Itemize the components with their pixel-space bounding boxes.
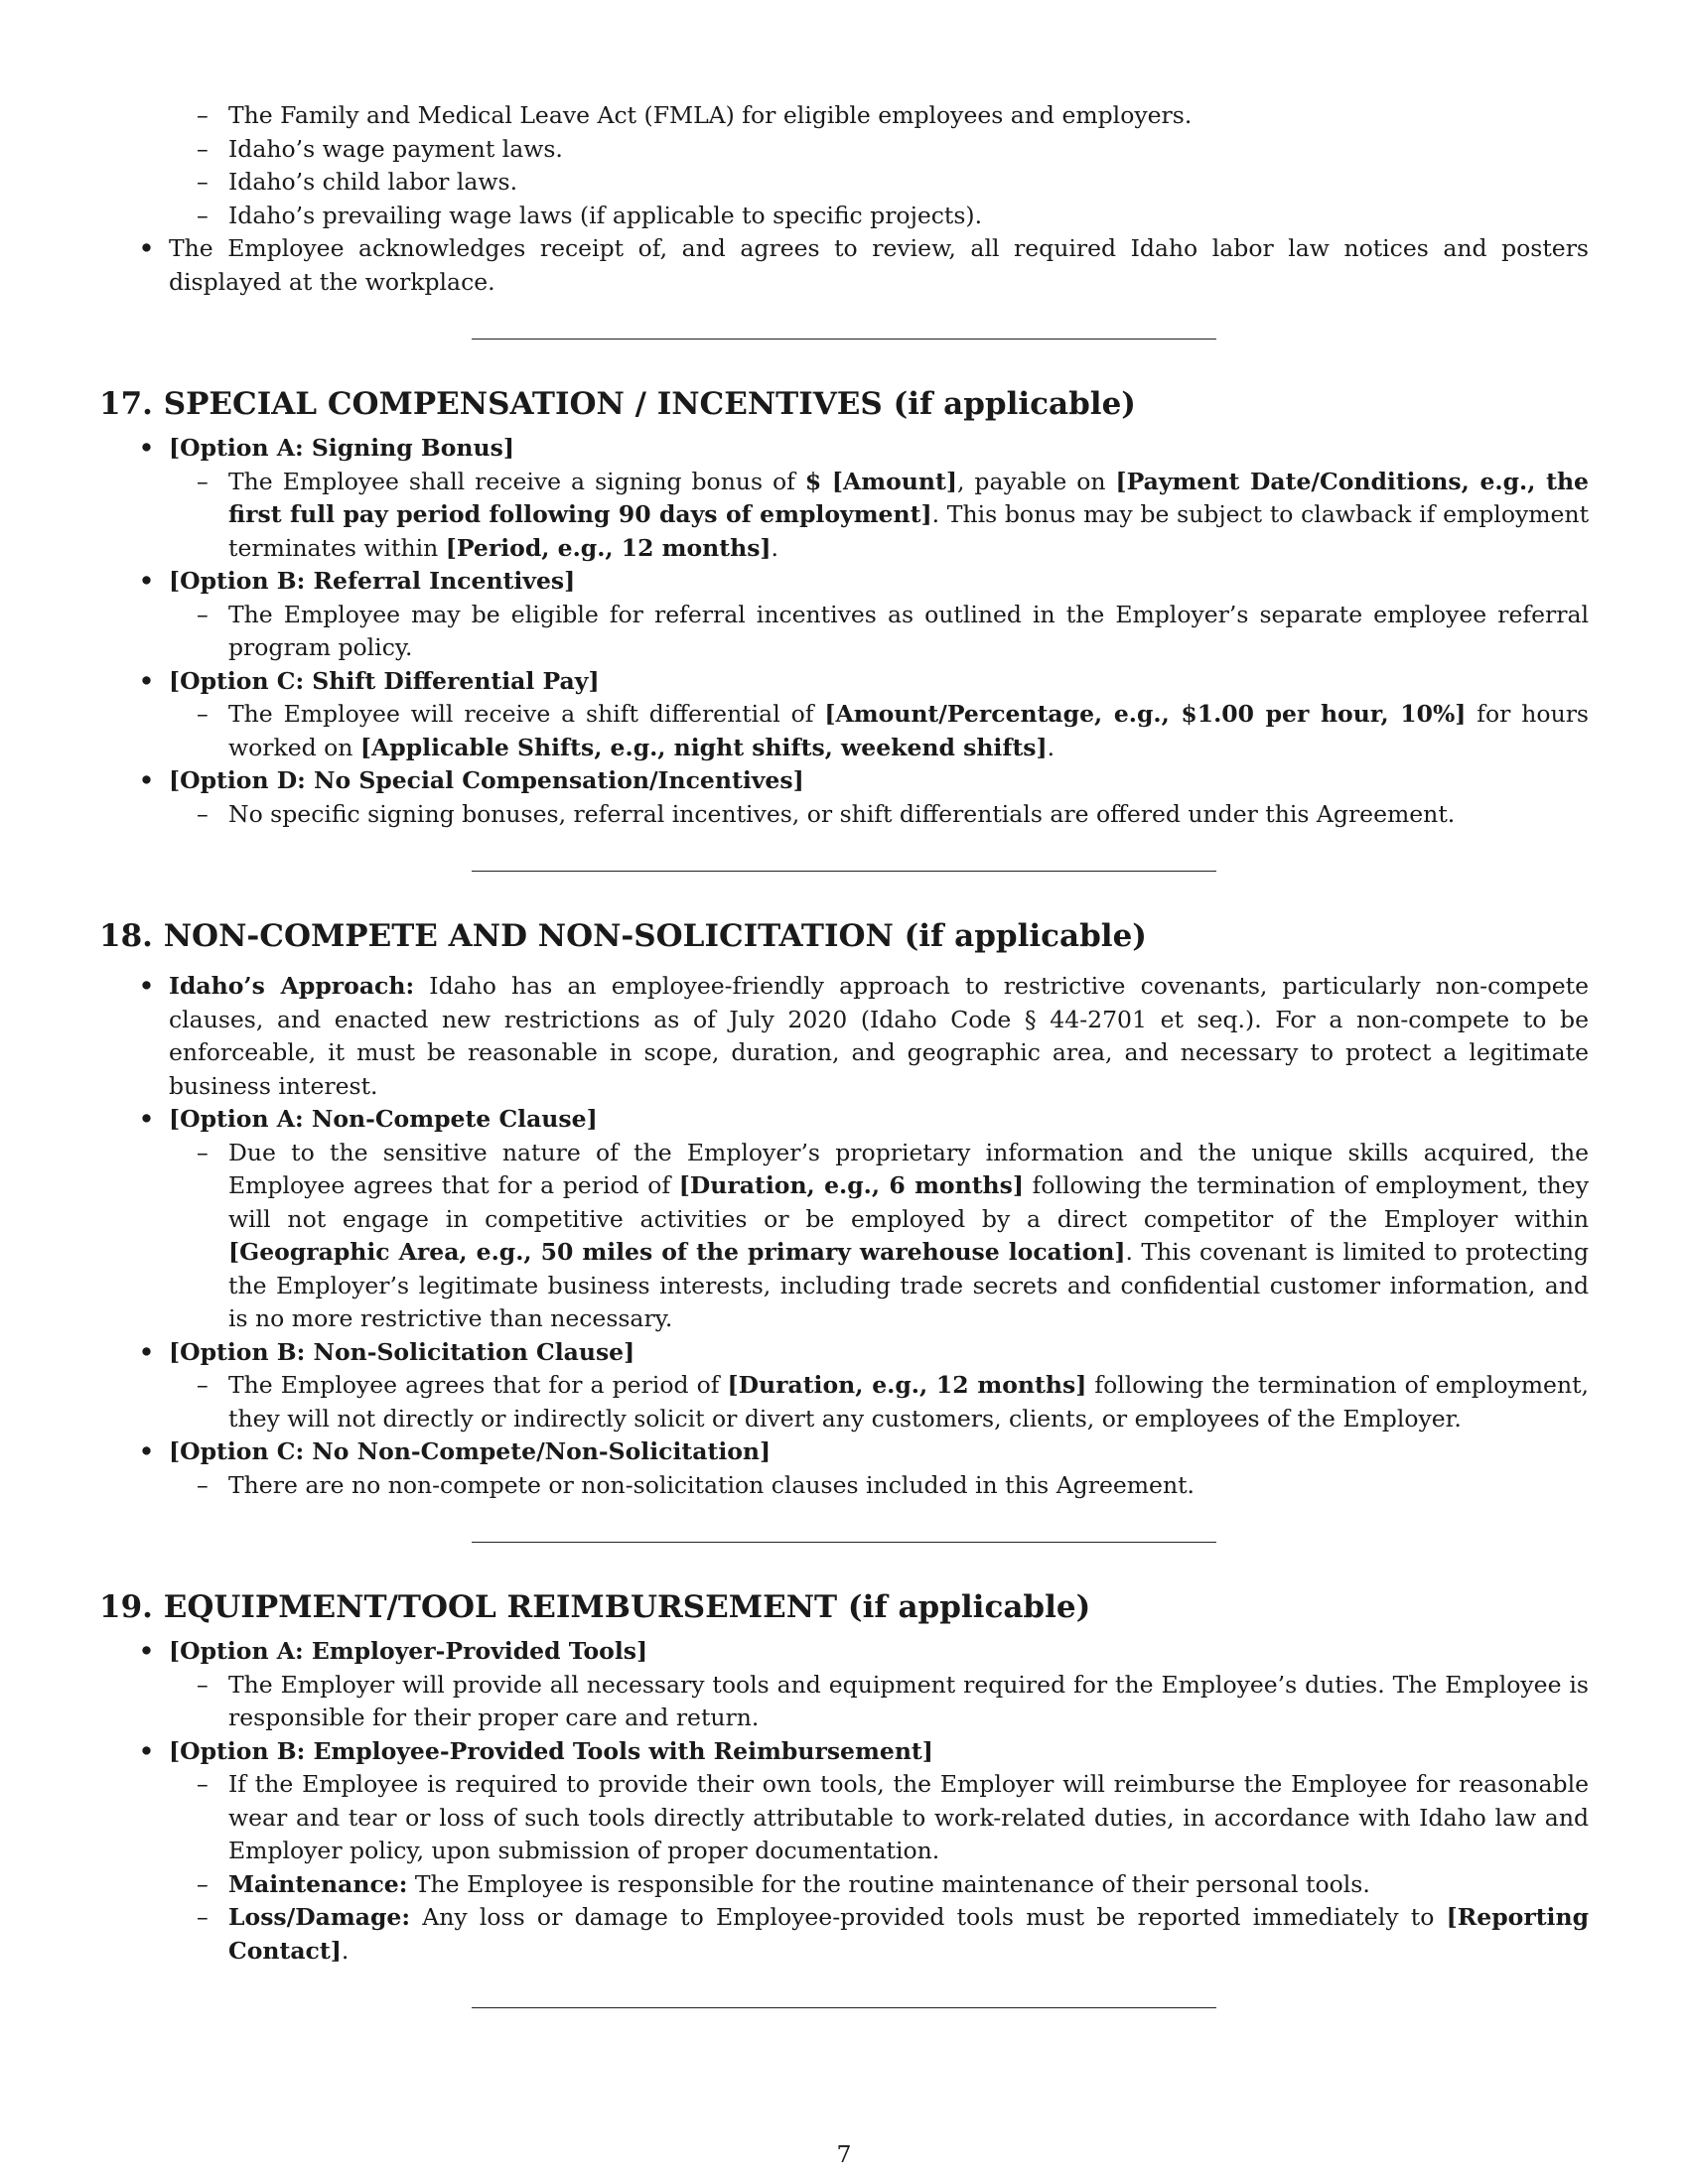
option-b-label: • [Option B: Non-Solicitation Clause] xyxy=(139,1337,635,1366)
section-18-title: 18. NON-COMPETE AND NON-SOLICITATION (if applicable) xyxy=(99,918,1147,954)
list-item: – Idaho’s child labor laws. xyxy=(197,168,518,196)
option-a-label: • [Option A: Signing Bonus] xyxy=(139,434,514,462)
option-b-label: • [Option B: Employee-Provided Tools with Reimbursement] xyxy=(139,1736,933,1765)
page-number: 7 xyxy=(836,2140,852,2168)
intro-section xyxy=(99,0,1589,299)
section-divider xyxy=(472,339,1216,340)
idaho-approach: • Idaho’s Approach: Idaho has an employee-friendly approach to restrictive covenants, particularly non-compete clauses, and enacted new restrictions as of July 2020 (Idaho Code § 44-2701 et seq.). For a non-compete to be enforceable, it must be reasonable in scope, duration, and geographic area, and necessary to protect a legitimate business interest. xyxy=(139,972,1589,1100)
list-item: • The Employee acknowledges receipt of, and agrees to review, all required Idaho labor law notices and posters displayed at the workplace. xyxy=(139,234,1589,296)
option-a-text: – The Employee shall receive a signing bonus of $ [Amount], payable on [Payment Date/Conditions, e.g., the first full pay period following 90 days of employment]. This bonus may be subject to clawback if employment terminates within [Period, e.g., 12 months]. xyxy=(197,467,1590,562)
section-17-title: 17. SPECIAL COMPENSATION / INCENTIVES (if applicable) xyxy=(99,386,1136,422)
option-a-text: – The Employer will provide all necessary tools and equipment required for the Employee’s duties. The Employee is responsible for their proper care and return. xyxy=(197,1670,1589,1731)
list-item: – Idaho’s wage payment laws. xyxy=(197,134,563,163)
option-a-label: • [Option A: Non-Compete Clause] xyxy=(139,1105,598,1133)
option-d-text: – No specific signing bonuses, referral incentives, or shift differentials are offered under this Agreement. xyxy=(197,799,1456,828)
option-c-text: – The Employee will receive a shift differential of [Amount/Percentage, e.g., $1.00 per hour, 10%] for hours worked on [Applicable Shifts, e.g., night shifts, weekend shifts]. xyxy=(197,700,1589,761)
list-item: – Idaho’s prevailing wage laws (if applicable to specific projects). xyxy=(197,201,983,229)
loss-damage-item: – Loss/Damage: Any loss or damage to Employee-provided tools must be reported immediately to [Reporting Contact]. xyxy=(197,1903,1589,1965)
section-divider xyxy=(472,1542,1216,1543)
option-b-text: – If the Employee is required to provide their own tools, the Employer will reimburse the Employee for reasonable wear and tear or loss of such tools directly attributable to work-related duties, in accordance with Idaho law and Employer policy, upon submission of proper documentation. xyxy=(197,1770,1589,1864)
section-divider xyxy=(472,871,1216,872)
section-divider xyxy=(472,2007,1216,2008)
maintenance-item: – Maintenance: The Employee is responsible for the routine maintenance of their personal tools. xyxy=(197,1869,1370,1898)
option-b-label: • [Option B: Referral Incentives] xyxy=(139,567,576,595)
list-item: – The Family and Medical Leave Act (FMLA) for eligible employees and employers. xyxy=(197,101,1193,129)
option-d-label: • [Option D: No Special Compensation/Incentives] xyxy=(139,766,804,794)
option-c-label: • [Option C: Shift Differential Pay] xyxy=(139,666,600,695)
section-19-title: 19. EQUIPMENT/TOOL REIMBURSEMENT (if applicable) xyxy=(99,1589,1091,1625)
option-a-text: – Due to the sensitive nature of the Employer’s proprietary information and the unique skills acquired, the Employee agrees that for a period of [Duration, e.g., 6 months] following the termination of employment, they will not engage in competitive activities or be employed by a direct competitor of the Employer within [Geographic Area, e.g., 50 miles of the primary warehouse location]. This covenant is limited to protecting the Employer’s legitimate business interests, including trade secrets and confidential customer information, and is no more restrictive than necessary. xyxy=(197,1138,1589,1332)
option-b-text: – The Employee agrees that for a period of [Duration, e.g., 12 months] following the termination of employment, they will not directly or indirectly solicit or divert any customers, clients, or employees of the Employer. xyxy=(197,1371,1589,1433)
option-c-text: – There are no non-compete or non-solicitation clauses included in this Agreement. xyxy=(197,1470,1196,1499)
option-a-label: • [Option A: Employer-Provided Tools] xyxy=(139,1637,648,1665)
document-page xyxy=(99,0,1589,2008)
option-c-label: • [Option C: No Non-Compete/Non-Solicitation] xyxy=(139,1437,772,1465)
option-b-text: – The Employee may be eligible for referral incentives as outlined in the Employer’s separate employee referral program policy. xyxy=(197,600,1589,661)
